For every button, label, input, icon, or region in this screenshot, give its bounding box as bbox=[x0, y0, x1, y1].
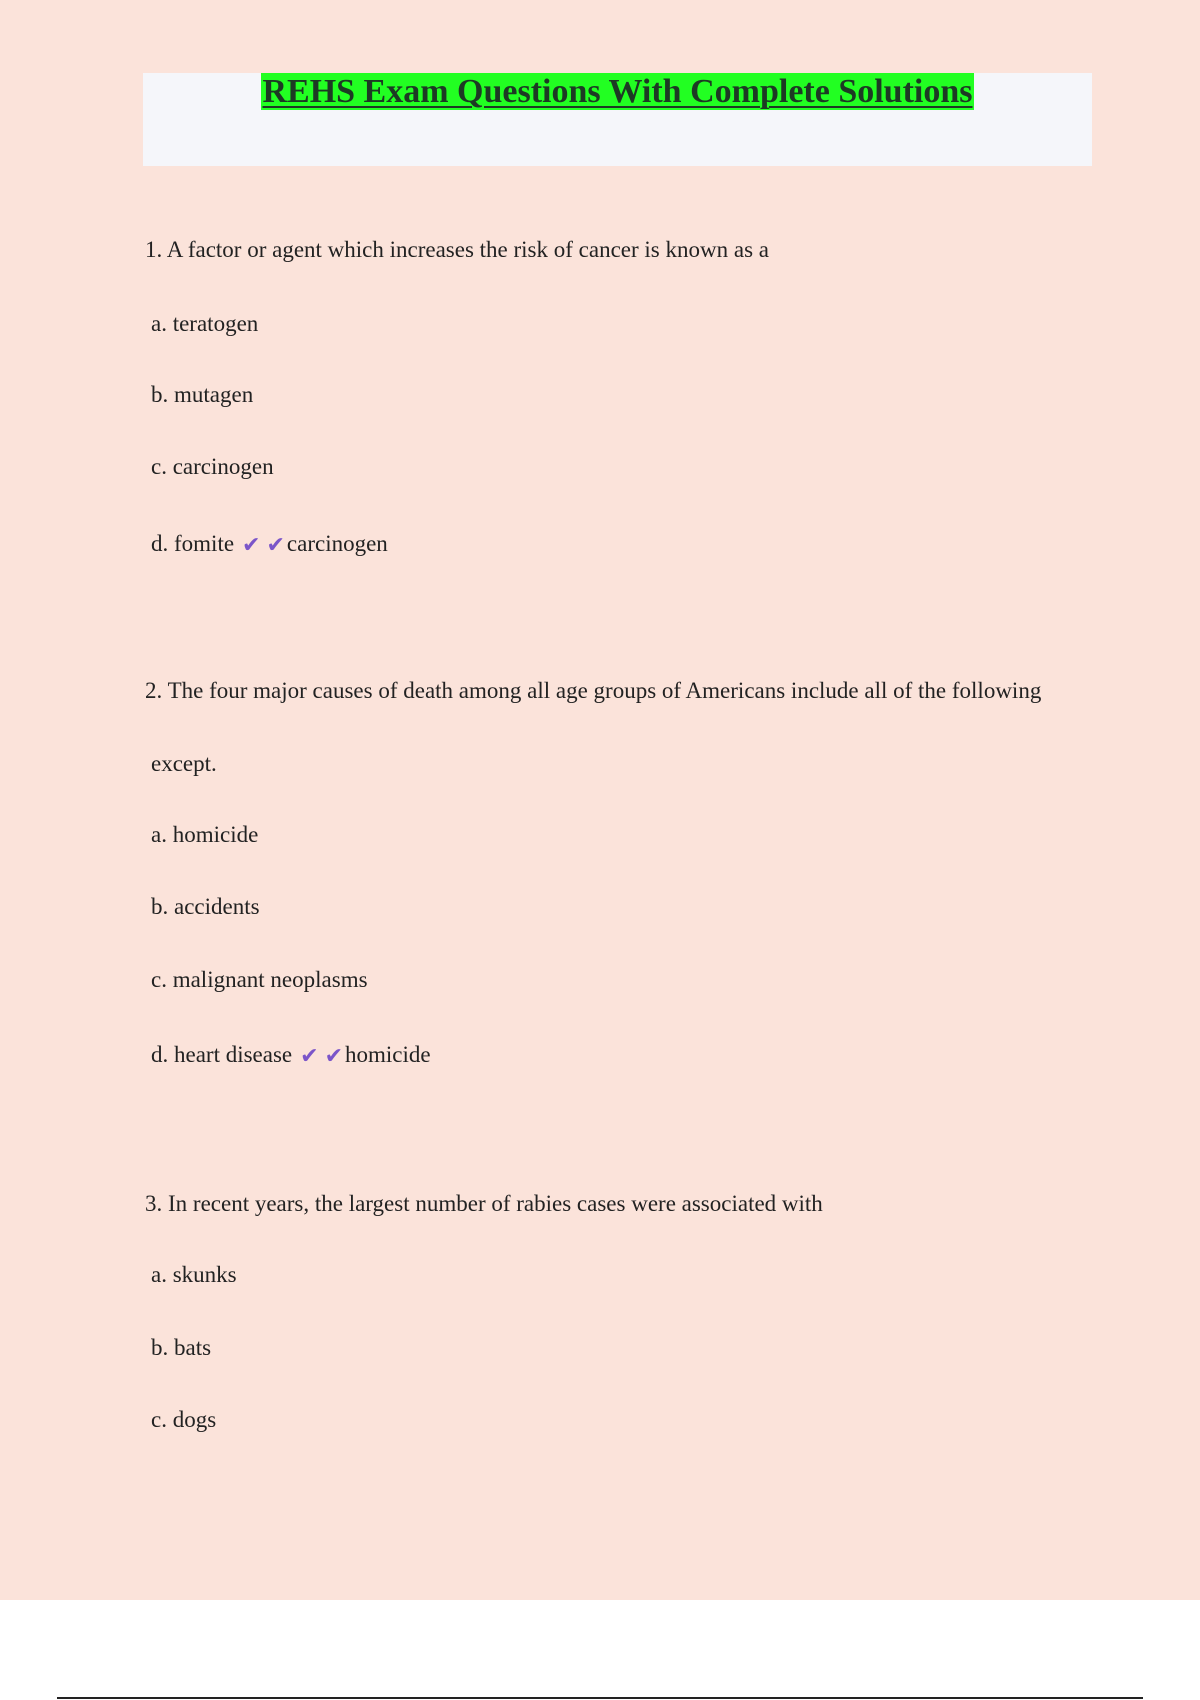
question-2-option-a: a. homicide bbox=[151, 822, 259, 847]
question-3-option-b: b. bats bbox=[151, 1335, 212, 1360]
footer-divider bbox=[57, 1697, 1143, 1699]
document-title bbox=[143, 73, 1092, 111]
question-2-answer-line bbox=[151, 1041, 431, 1071]
question-2-stem-continued: except. bbox=[151, 751, 217, 776]
question-1-answer-line bbox=[151, 530, 388, 560]
check-mark-icon: ✔ bbox=[324, 1044, 344, 1069]
question-1-option-c: c. carcinogen bbox=[151, 454, 274, 479]
question-1-option-b: b. mutagen bbox=[151, 382, 254, 407]
question-1-answer: carcinogen bbox=[286, 531, 388, 556]
question-1-stem: 1. A factor or agent which increases the risk of cancer is known as a bbox=[145, 237, 769, 262]
check-mark-icon: ✔ bbox=[266, 533, 285, 558]
question-2-answer: homicide bbox=[345, 1042, 431, 1067]
question-1-option-d: d. fomite bbox=[151, 531, 235, 556]
check-mark-icon: ✔ bbox=[242, 533, 261, 558]
question-2-option-d: d. heart disease bbox=[151, 1042, 293, 1067]
question-3-option-c: c. dogs bbox=[151, 1407, 217, 1432]
question-3-option-a: a. skunks bbox=[151, 1262, 237, 1287]
title-box bbox=[143, 73, 1092, 166]
question-1-option-a: a. teratogen bbox=[151, 311, 259, 336]
question-2-stem: 2. The four major causes of death among all age groups of Americans include all of the following bbox=[145, 678, 1042, 703]
document-title-text: REHS Exam Questions With Complete Solutions bbox=[262, 73, 973, 110]
question-2-option-c: c. malignant neoplasms bbox=[151, 967, 368, 992]
check-mark-icon: ✔ bbox=[300, 1044, 319, 1069]
question-2-option-b: b. accidents bbox=[151, 894, 260, 919]
question-3-stem: 3. In recent years, the largest number of rabies cases were associated with bbox=[145, 1191, 823, 1216]
